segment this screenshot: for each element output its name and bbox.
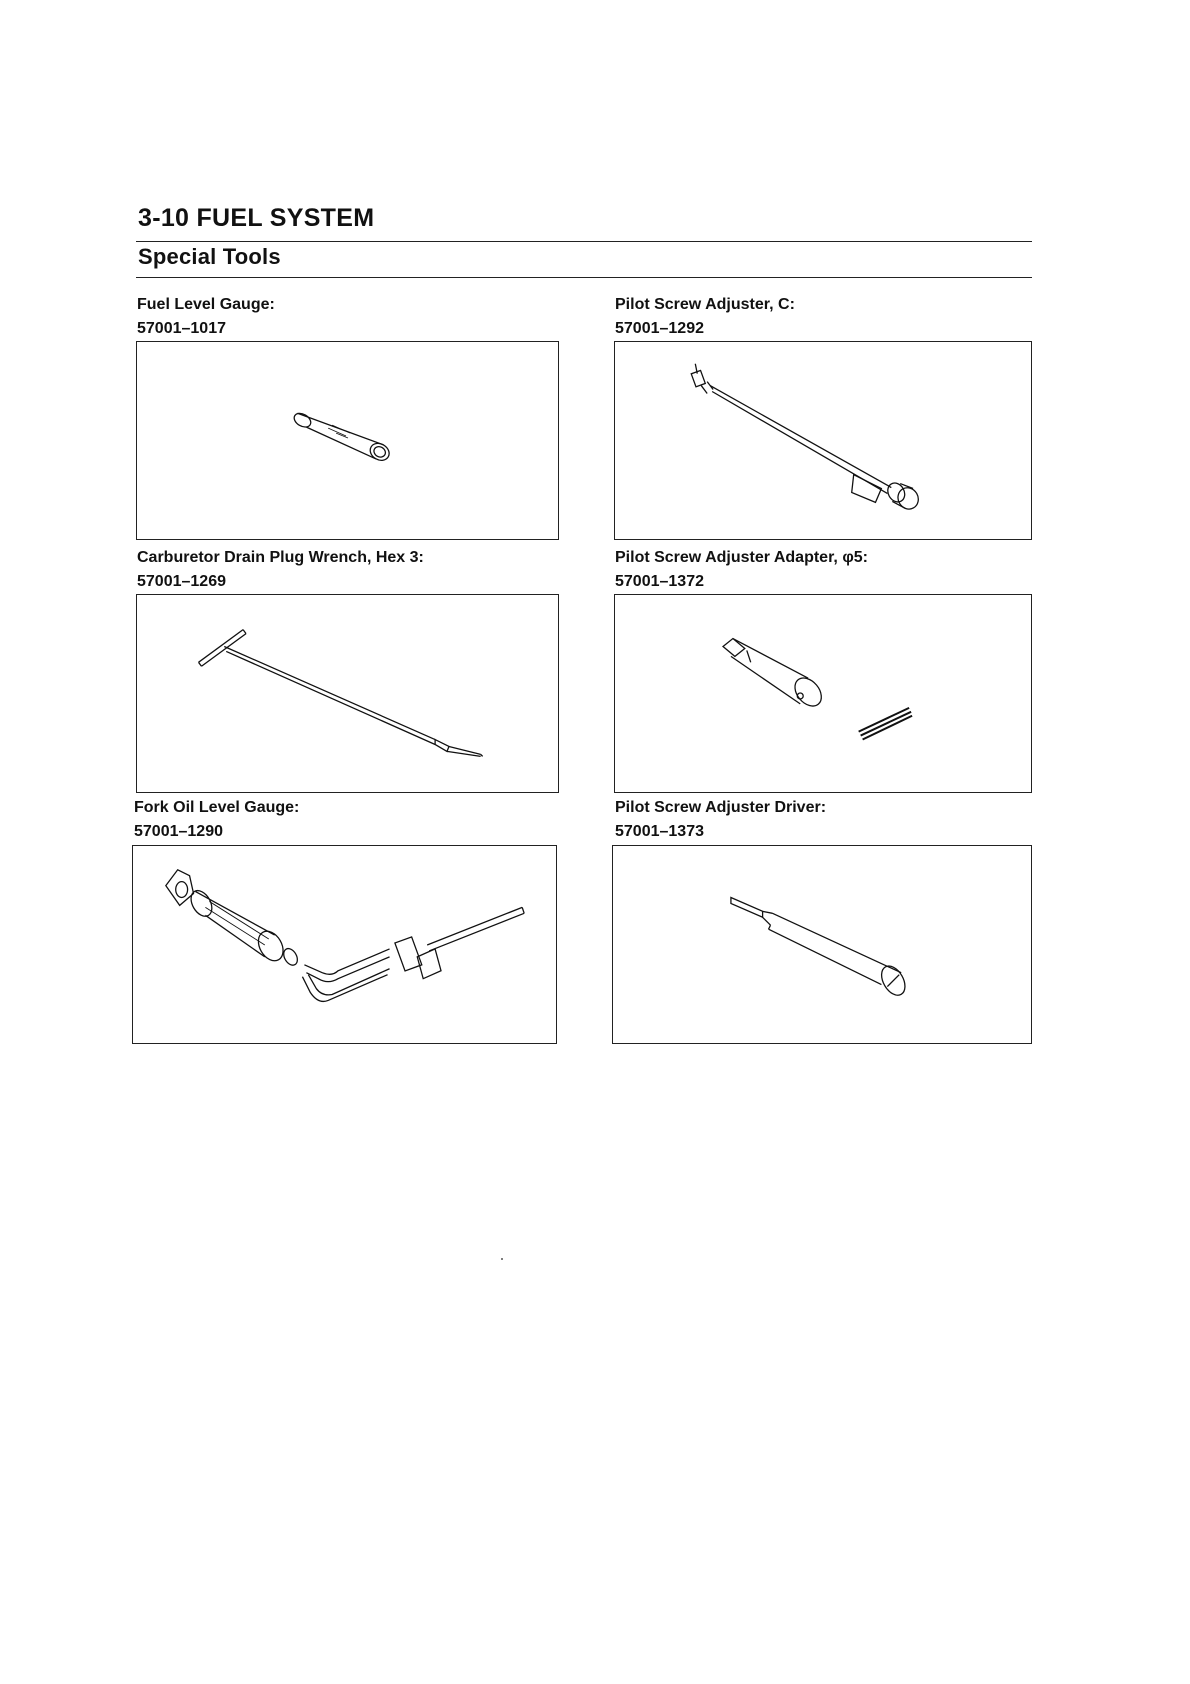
tool-part-number: 57001–1372 (615, 573, 704, 590)
adjuster-adapter-icon (615, 595, 1031, 792)
tool-part-number: 57001–1269 (137, 573, 226, 590)
fork-oil-level-gauge-icon (133, 846, 556, 1043)
section-rule (136, 277, 1032, 278)
tool-illustration-frame (612, 845, 1032, 1044)
tool-name: Pilot Screw Adjuster Adapter, φ5: (615, 549, 868, 566)
adjuster-driver-icon (613, 846, 1031, 1043)
tool-name: Pilot Screw Adjuster Driver: (615, 799, 827, 816)
tool-illustration-frame (614, 594, 1032, 793)
tool-name: Fuel Level Gauge: (137, 296, 275, 313)
page-title: 3-10 FUEL SYSTEM (138, 204, 375, 232)
tool-name: Carburetor Drain Plug Wrench, Hex 3: (137, 549, 424, 566)
tool-part-number: 57001–1017 (137, 320, 226, 337)
scan-speck (501, 1258, 503, 1260)
fuel-level-gauge-icon (137, 342, 558, 539)
tool-illustration-frame (614, 341, 1032, 540)
tool-part-number: 57001–1290 (134, 823, 223, 840)
tool-name: Fork Oil Level Gauge: (134, 799, 300, 816)
tool-part-number: 57001–1292 (615, 320, 704, 337)
pilot-screw-adjuster-icon (615, 342, 1031, 539)
tool-name: Pilot Screw Adjuster, C: (615, 296, 795, 313)
tool-part-number: 57001–1373 (615, 823, 704, 840)
tool-illustration-frame (136, 341, 559, 540)
title-rule (136, 241, 1032, 242)
section-title: Special Tools (138, 244, 281, 269)
tool-illustration-frame (136, 594, 559, 793)
tool-illustration-frame (132, 845, 557, 1044)
t-handle-hex-wrench-icon (137, 595, 558, 792)
